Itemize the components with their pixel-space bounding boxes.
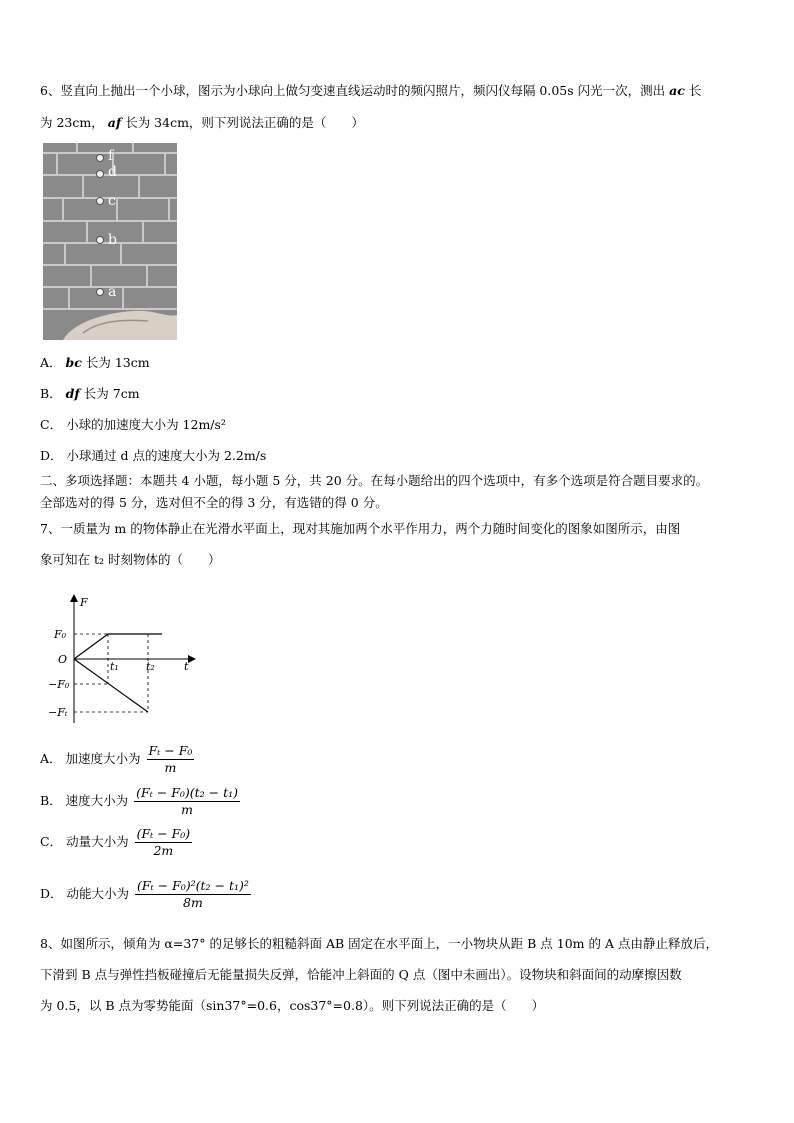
origin-label: O: [58, 653, 68, 666]
q7-option-c[interactable]: C． 动量大小为 $\frac{\text{(Fₜ − F₀)}}{2m}$: [40, 826, 191, 858]
q6-var-ac: ac: [669, 83, 685, 98]
q6-stem-text: 为 23cm，: [40, 115, 104, 130]
strobe-photo: [43, 143, 177, 340]
formula-fraction: $\frac{\text{(Fₜ − F₀)²(t₂ − t₁)²}}{8m}$: [137, 878, 249, 910]
q6-stem-line-2: [40, 114, 364, 132]
q6-stem-text: 6、竖直向上抛出一个小球，图示为小球向上做匀变速直线运动时的频闪照片，频闪仪每隔 0.05s 闪光一次，测出: [40, 83, 666, 98]
q6-option-d[interactable]: D． 小球通过 d 点的速度大小为 2.2m/s: [40, 448, 267, 463]
ball-a: [97, 289, 104, 296]
formula-fraction: $\frac{\text{(Fₜ − F₀)}}{2m}$: [136, 826, 191, 858]
label-c: c: [108, 193, 116, 209]
section2-heading-line-1: 二、多项选择题：本题共 4 小题，每小题 5 分，共 20 分。在每小题给出的四个选项中，有多个选项是符合题目要求的。: [40, 473, 709, 488]
formula-fraction: $\frac{\text{Fₜ − F₀}}{m}$: [148, 743, 193, 775]
formula-fraction: $\frac{\text{(Fₜ − F₀)(t₂ − t₁)}}{m}$: [136, 785, 239, 817]
ball-c: [97, 198, 104, 205]
label-d: d: [108, 164, 117, 180]
q7-option-a[interactable]: A． 加速度大小为 $\frac{\text{Fₜ − F₀}}{m}$: [40, 743, 193, 775]
q6-stem-text-end: 长为 34cm，则下列说法正确的是（ ）: [125, 115, 364, 130]
tick-neg-ft: −Fₜ: [48, 706, 68, 719]
tick-neg-f0: −F₀: [48, 678, 70, 691]
q8-stem-line-2: 下滑到 B 点与弹性挡板碰撞后无能量损失反弹，恰能冲上斜面的 Q 点（图中未画出）。设物块和斜面间的动摩擦因数: [40, 967, 682, 982]
q8-stem-line-1: 8、如图所示，倾角为 α=37° 的足够长的粗糙斜面 AB 固定在水平面上，一小物块从距 B 点 10m 的 A 点由静止释放后，: [40, 936, 718, 951]
q7-option-d[interactable]: D． 动能大小为 $\frac{\text{(Fₜ − F₀)²(t₂ − t₁)²}}{8m}$: [40, 878, 249, 910]
force-time-graph: [44, 588, 204, 728]
section2-heading-line-2: 全部选对的得 5 分，选对但不全的得 3 分，有选错的得 0 分。: [40, 495, 388, 510]
force-line-1: [74, 634, 162, 659]
tick-t1: t₁: [110, 660, 119, 673]
q7-stem-line-2: 象可知在 t₂ 时刻物体的（ ）: [40, 552, 221, 567]
q6-var-af: af: [107, 115, 122, 130]
label-b: b: [108, 232, 117, 248]
q6-stem-text-end: 长: [688, 83, 702, 98]
ball-d: [97, 171, 104, 178]
q7-stem-line-1: 7、一质量为 m 的物体静止在光滑水平面上，现对其施加两个水平作用力，两个力随时间变化的图象如图所示，由图: [40, 521, 681, 536]
label-f: f: [108, 148, 114, 164]
ball-f: [97, 155, 104, 162]
ball-b: [97, 237, 104, 244]
q6-option-c[interactable]: C． 小球的加速度大小为 12m/s²: [40, 417, 226, 432]
q6-option-a[interactable]: A． bc 长为 13cm: [40, 355, 150, 370]
q8-stem-line-3: 为 0.5，以 B 点为零势能面（sin37°=0.6，cos37°=0.8）。则下列说法正确的是（ ）: [40, 998, 545, 1013]
q7-option-b[interactable]: B． 速度大小为 $\frac{\text{(Fₜ − F₀)(t₂ − t₁)}}{m}$: [40, 785, 239, 817]
y-axis-label: F: [80, 596, 88, 609]
tick-f0: F₀: [54, 628, 67, 641]
q6-option-b[interactable]: B． df 长为 7cm: [40, 386, 140, 401]
tick-t2: t₂: [146, 660, 155, 673]
label-a: a: [108, 284, 117, 300]
q6-stem-line-1: [40, 82, 701, 100]
x-axis-label: t: [184, 660, 189, 673]
